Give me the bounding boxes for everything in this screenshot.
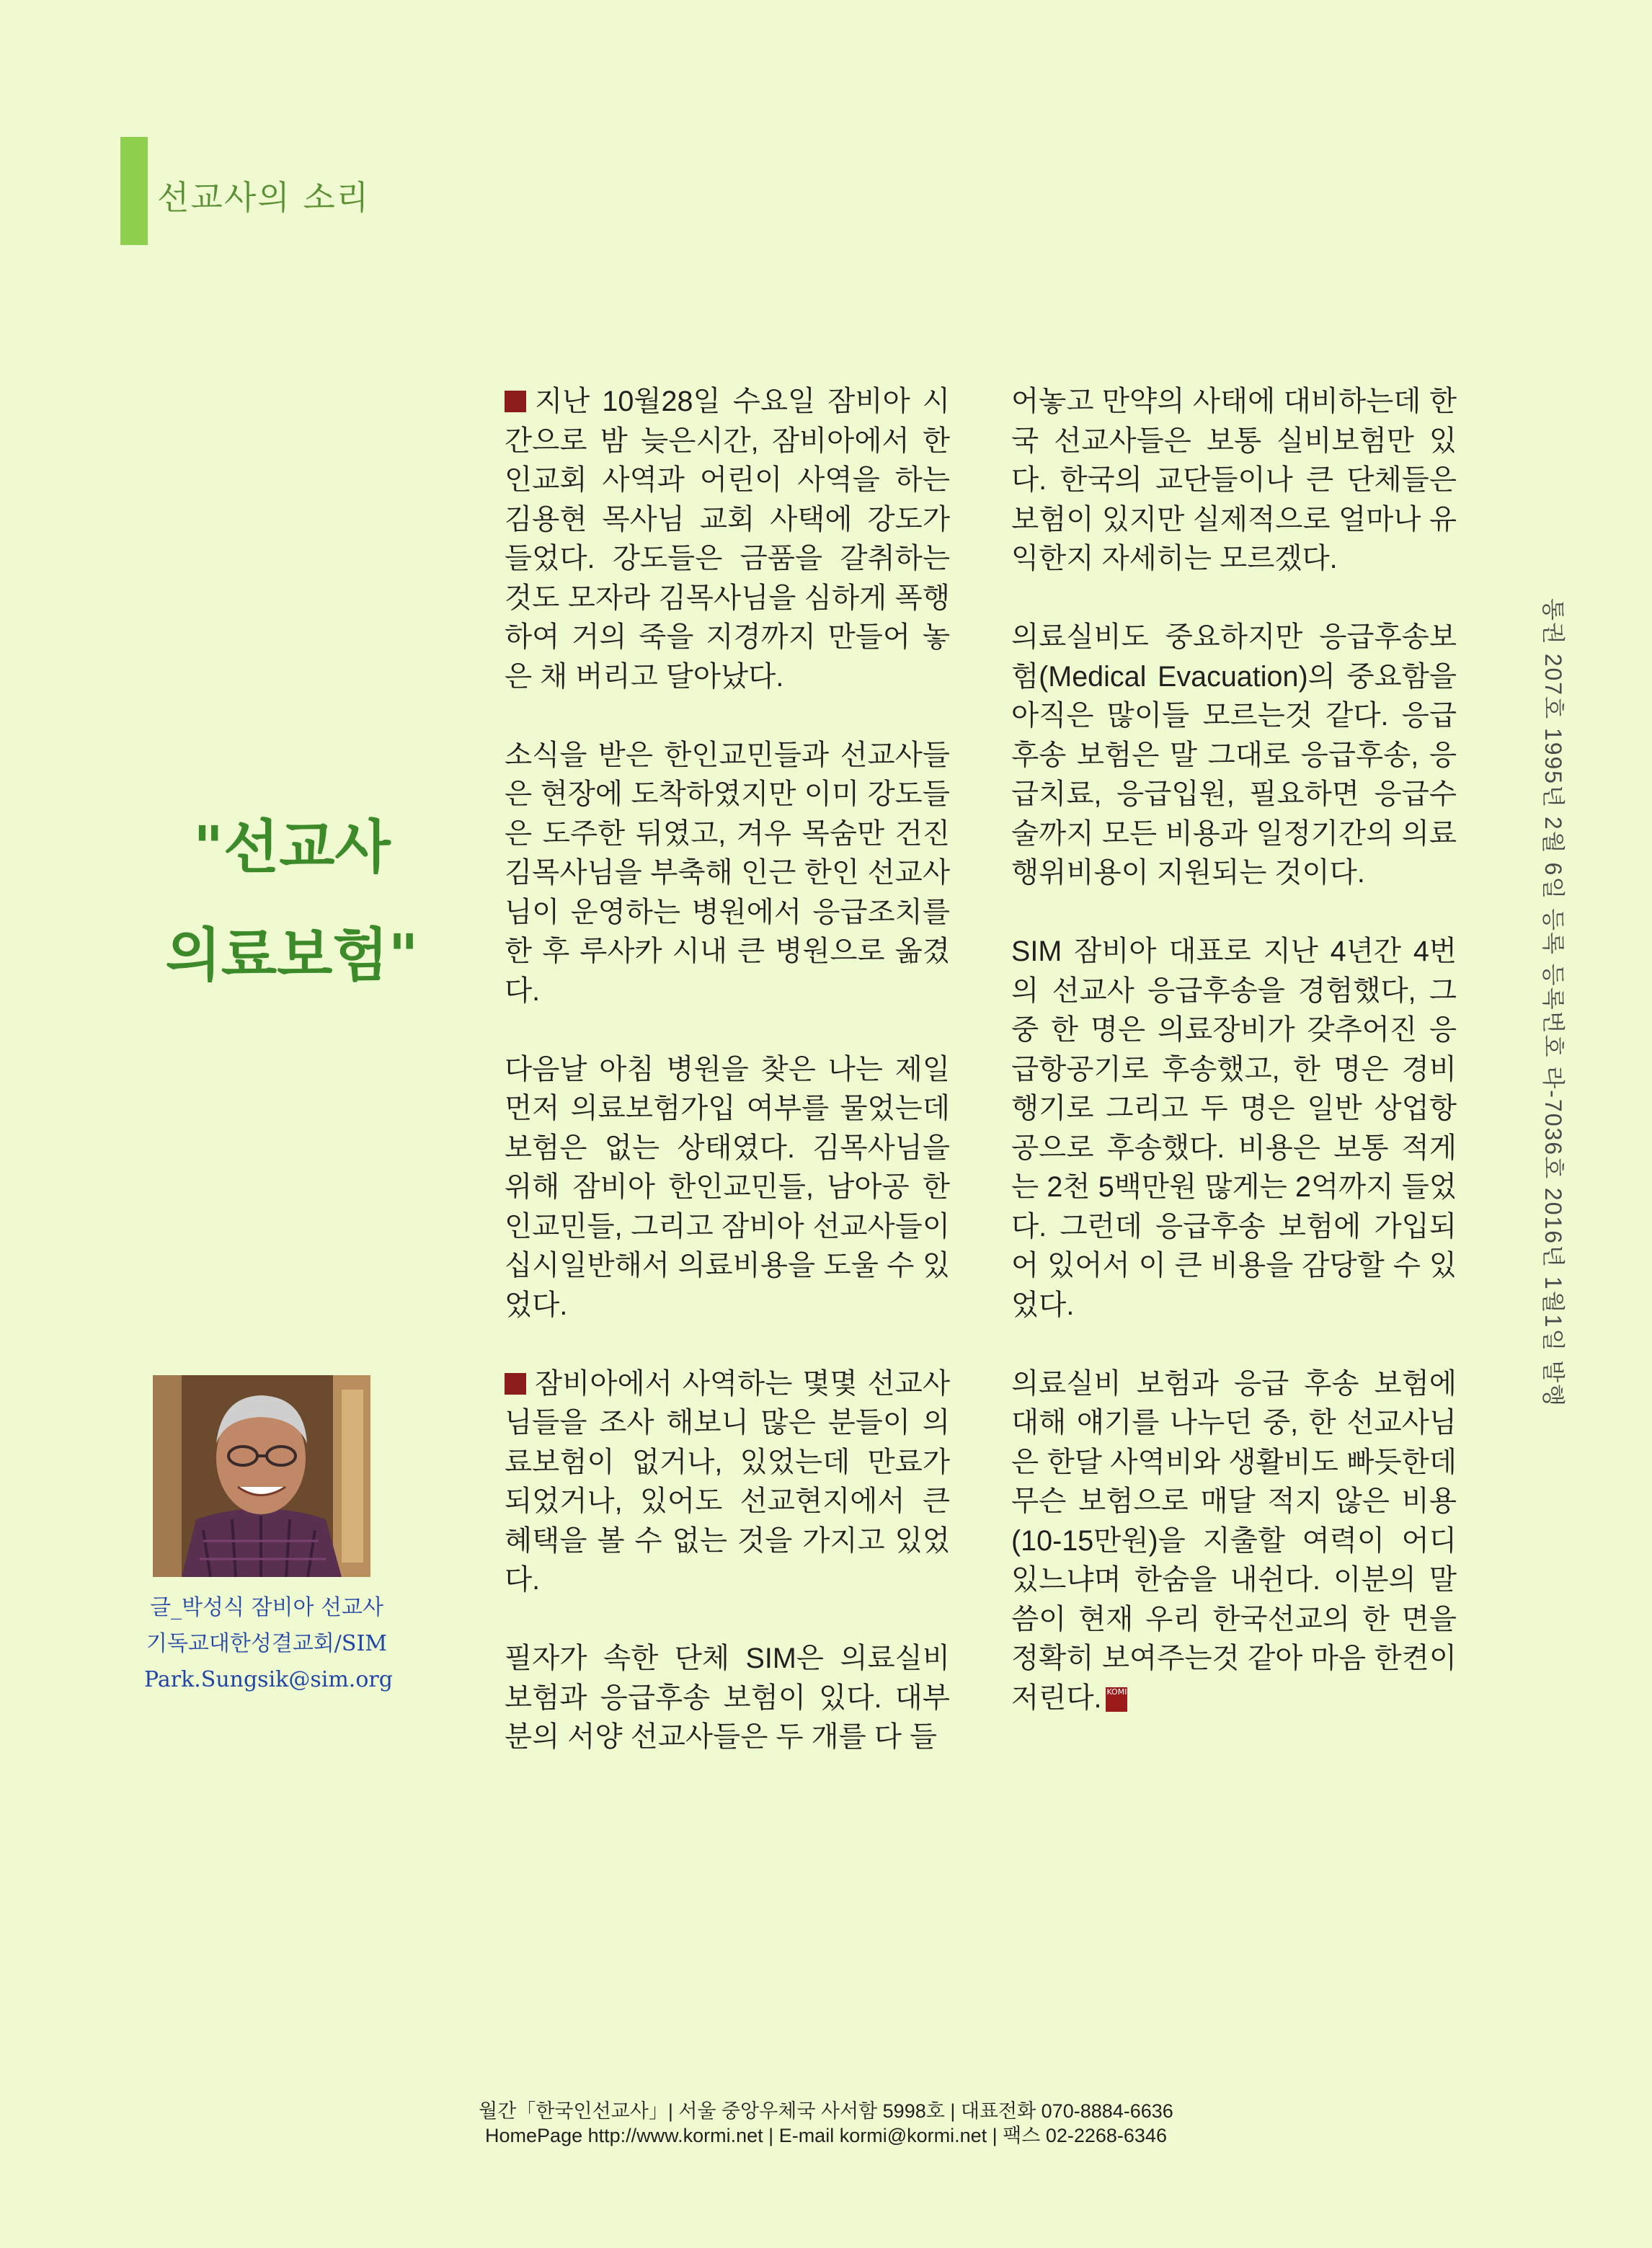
headline-line-2: 의료보험" — [165, 921, 419, 989]
paragraph: SIM 잠비아 대표로 지난 4년간 4번의 선교사 응급후송을 경험했다, 그 중 한 명은 의료장비가 갖추어진 응급항공기로 후송했고, 한 명은 경비행기로 그리고 두 명은 일반 상업항공으로 후송했다. 비용은 보통 적게는 2천 5백만원 많게는 2억까지 들었다. 그런데 응급후송 보험에 가입되어 있어서 이 큰 비용을 감당할 수 있었다. — [1011, 936, 1457, 1321]
bullet-square-icon — [505, 1373, 526, 1395]
headline-line-1: "선교사 — [193, 813, 391, 881]
paragraph-text: 지난 10월28일 수요일 잠비아 시간으로 밤 늦은시간, 잠비아에서 한인교회 사역과 어린이 사역을 하는 김용현 목사님 교회 사택에 강도가 들었다. 강도들은 금품을 갈취하는 것도 모자라 김목사님을 심하게 폭행하여 거의 죽을 지경까지 만들어 놓은 채 버리고 달아났다. — [505, 386, 950, 693]
paragraph: 의료실비도 중요하지만 응급후송보험(Medical Evacuation)의 중요함을 아직은 많이들 모르는것 같다. 응급후송 보험은 말 그대로 응급후송, 응급치료, 응급입원, 필요하면 응급수술까지 모든 비용과 일정기간의 의료행위비용이 지원되는 것이다. — [1011, 621, 1457, 889]
paragraph: 어놓고 만약의 사태에 대비하는데 한국 선교사들은 보통 실비보험만 있다. 한국의 교단들이나 큰 단체들은 보험이 있지만 실제적으로 얼마나 유익한지 자세히는 모르겠다. — [1011, 386, 1457, 574]
article-column-left — [505, 382, 950, 1796]
section-bar — [120, 137, 148, 245]
author-name: 글_박성식 잠비아 선교사 — [150, 1595, 383, 1620]
bullet-square-icon — [505, 391, 526, 412]
komi-end-mark-icon: KOMI — [1106, 1687, 1127, 1712]
paragraph-text: 의료실비 보험과 응급 후송 보험에 대해 얘기를 나누던 중, 한 선교사님은 한달 사역비와 생활비도 빠듯한데 무슨 보험으로 매달 적지 않은 비용(10-15만원)을 지출할 여력이 어디 있느냐며 한숨을 내쉰다. 이분의 말씀이 현재 우리 한국선교의 한 면을 정확히 보여주는것 같아 마음 한켠이 저린다. — [1011, 1367, 1457, 1714]
paragraph: 다음날 아침 병원을 찾은 나는 제일 먼저 의료보험가입 여부를 물었는데 보험은 없는 상태였다. 김목사님을 위해 잠비아 한인교민들, 남아공 한인교민들, 그리고 잠비아 선교사들이 십시일반해서 의료비용을 도울 수 있었다. — [505, 1053, 950, 1321]
page-footer — [394, 2099, 1258, 2148]
article-column-right — [1011, 382, 1457, 1757]
footer-line-2: HomePage http://www.kormi.net | E-mail kormi@kormi.net | 팩스 02-2268-6346 — [485, 2125, 1167, 2146]
paragraph-text: 잠비아에서 사역하는 몇몇 선교사님들을 조사 해보니 많은 분들이 의료보험이 없거나, 있었는데 만료가 되었거나, 있어도 선교현지에서 큰 혜택을 볼 수 없는 것을 가지고 있었다. — [505, 1367, 950, 1596]
footer-line-1: 월간「한국인선교사」| 서울 중앙우체국 사서함 5998호 | 대표전화 070-8884-6636 — [479, 2100, 1173, 2122]
paragraph: 소식을 받은 한인교민들과 선교사들은 현장에 도착하였지만 이미 강도들은 도주한 뒤였고, 겨우 목숨만 건진 김목사님을 부축해 인근 한인 선교사님이 운영하는 병원에서 응급조치를 한 후 루사카 시내 큰 병원으로 옮겼다. — [505, 739, 950, 1007]
author-caption — [144, 1590, 393, 1698]
author-email[interactable]: Park.Sungsik@sim.org — [144, 1667, 393, 1692]
paragraph — [1011, 1364, 1457, 1718]
article-headline — [148, 793, 436, 1009]
section-label: 선교사의 소리 — [157, 178, 370, 217]
publication-registration-info: 통권 207호 1995년 2월 6일 등록 등록번호 라-7036호 2016년 1월1일 발행 — [1540, 598, 1566, 1408]
paragraph: 필자가 속한 단체 SIM은 의료실비 보험과 응급후송 보험이 있다. 대부분의 서양 선교사들은 두 개를 다 들 — [505, 1643, 950, 1753]
paragraph — [505, 382, 950, 696]
paragraph — [505, 1364, 950, 1600]
author-photo — [153, 1375, 370, 1577]
author-portrait-image — [153, 1375, 370, 1577]
author-affiliation: 기독교대한성결교회/SIM — [146, 1631, 388, 1656]
